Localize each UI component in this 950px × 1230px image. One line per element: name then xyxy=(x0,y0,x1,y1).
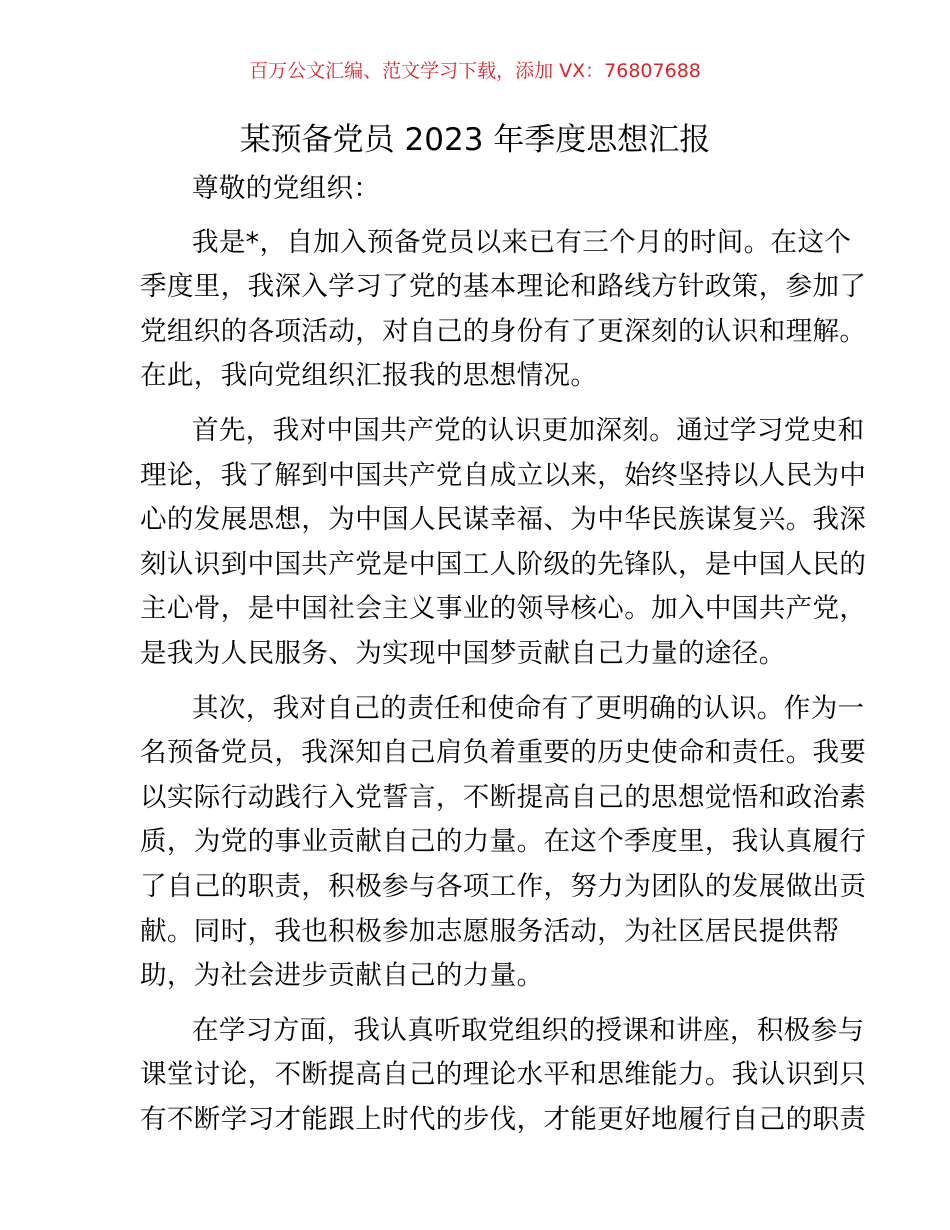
text-line: 首先，我对中国共产党的认识更加深刻。通过学习党史和 xyxy=(192,414,865,446)
text-line: 刻认识到中国共产党是中国工人阶级的先锋队，是中国人民的 xyxy=(140,548,867,580)
text-line: 主心骨，是中国社会主义事业的领导核心。加入中国共产党， xyxy=(140,593,867,625)
text-line: 助，为社会进步贡献自己的力量。 xyxy=(140,960,544,992)
text-line: 季度里，我深入学习了党的基本理论和路线方针政策，参加了 xyxy=(140,271,867,303)
text-line: 名预备党员，我深知自己肩负着重要的历史使命和责任。我要 xyxy=(140,737,867,769)
text-line: 党组织的各项活动，对自己的身份有了更深刻的认识和理解。 xyxy=(140,315,867,347)
text-line: 了自己的职责，积极参与各项工作，努力为团队的发展做出贡 xyxy=(140,870,867,902)
document-body xyxy=(140,167,867,1152)
text-line: 我是*，自加入预备党员以来已有三个月的时间。在这个 xyxy=(192,226,852,258)
document-title: 某预备党员 2023 年季度思想汇报 xyxy=(239,122,711,158)
text-line: 其次，我对自己的责任和使命有了更明确的认识。作为一 xyxy=(192,692,865,724)
text-line: 有不断学习才能跟上时代的步伐，才能更好地履行自己的职责 xyxy=(140,1103,867,1135)
text-line: 献。同时，我也积极参加志愿服务活动，为社区居民提供帮 xyxy=(140,915,840,947)
text-line: 质，为党的事业贡献自己的力量。在这个季度里，我认真履行 xyxy=(140,826,867,858)
text-line: 心的发展思想，为中国人民谋幸福、为中华民族谋复兴。我深 xyxy=(140,504,867,536)
paragraph xyxy=(140,1009,867,1143)
text-line: 是我为人民服务、为实现中国梦贡献自己力量的途径。 xyxy=(140,637,786,669)
text-line: 课堂讨论，不断提高自己的理论水平和思维能力。我认识到只 xyxy=(140,1059,867,1091)
greeting: 尊敬的党组织： xyxy=(192,173,381,204)
paragraph xyxy=(140,687,867,999)
text-line: 以实际行动践行入党誓言，不断提高自己的思想觉悟和政治素 xyxy=(140,781,867,813)
paragraph xyxy=(140,221,867,399)
watermark-header: 百万公文汇编、范文学习下载，添加 VX：76807688 xyxy=(249,60,701,82)
text-line: 在学习方面，我认真听取党组织的授课和讲座，积极参与 xyxy=(192,1014,865,1046)
text-line: 理论，我了解到中国共产党自成立以来，始终坚持以人民为中 xyxy=(140,459,867,491)
text-line: 在此，我向党组织汇报我的思想情况。 xyxy=(140,360,598,392)
paragraph xyxy=(140,409,867,677)
